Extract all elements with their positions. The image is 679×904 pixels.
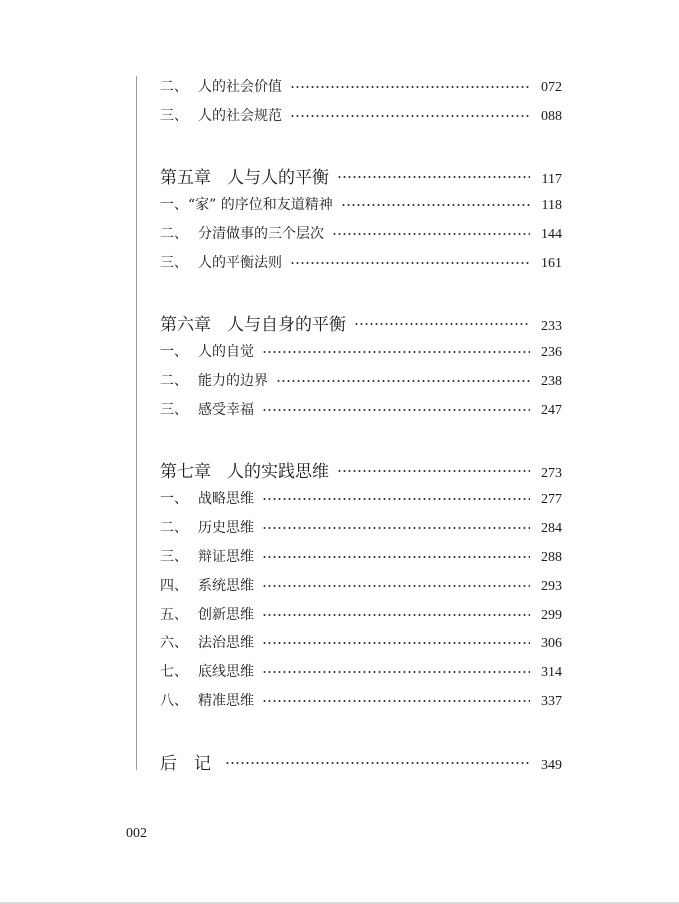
toc-entry[interactable] <box>160 604 562 624</box>
dot-leader <box>262 585 530 587</box>
toc-entry-number: 三、 <box>160 549 188 565</box>
toc-entry[interactable] <box>160 517 562 537</box>
toc-entry-number: 四、 <box>160 578 188 594</box>
toc-chapter-number: 第五章 <box>160 168 211 188</box>
toc-entry-page: 314 <box>541 665 562 680</box>
toc-entry-page: 233 <box>541 319 562 334</box>
toc-entry-title: 人的社会价值 <box>198 79 282 95</box>
toc-entry[interactable] <box>160 632 562 652</box>
toc-chapter-entry[interactable] <box>160 749 562 774</box>
toc-entry-title: “家” 的序位和友道精神 <box>188 197 333 213</box>
toc-entry-number: 二、 <box>160 520 188 536</box>
toc-chapter-entry[interactable] <box>160 310 562 335</box>
toc-entry-page: 277 <box>541 492 562 507</box>
toc-entry-title: 人的平衡法则 <box>198 255 282 271</box>
toc-entry-number: 八、 <box>160 693 188 709</box>
toc-entry-page: 238 <box>541 374 562 389</box>
toc-entry-page: 117 <box>541 172 562 187</box>
toc-entry[interactable] <box>160 546 562 566</box>
dot-leader <box>262 700 530 702</box>
toc-entry[interactable] <box>160 370 562 390</box>
toc-entry[interactable] <box>160 488 562 508</box>
toc-entry[interactable] <box>160 223 562 243</box>
toc-chapter-title: 后 记 <box>160 754 211 774</box>
toc-chapter-number: 第七章 <box>160 462 211 482</box>
dot-leader <box>290 86 530 88</box>
toc-entry-title: 辩证思维 <box>198 549 254 565</box>
toc-entry-page: 088 <box>541 109 562 124</box>
dot-leader <box>262 614 530 616</box>
toc-entry-title: 法治思维 <box>198 635 254 651</box>
toc-entry-number: 三、 <box>160 108 188 124</box>
toc-chapter-title: 人的实践思维 <box>227 462 329 482</box>
dot-leader <box>262 351 530 353</box>
toc-entry[interactable] <box>160 194 562 214</box>
toc-chapter-entry[interactable] <box>160 163 562 188</box>
toc-entry[interactable] <box>160 399 562 419</box>
toc-entry-number: 三、 <box>160 255 188 271</box>
toc-entry-number: 一、 <box>160 197 188 213</box>
dot-leader <box>290 115 530 117</box>
dot-leader <box>262 409 530 411</box>
toc-entry[interactable] <box>160 252 562 272</box>
dot-leader <box>290 262 530 264</box>
toc-entry-title: 感受幸福 <box>198 402 254 418</box>
toc-entry-title: 人的自觉 <box>198 344 254 360</box>
toc-entry-page: 247 <box>541 403 562 418</box>
toc-entry-number: 五、 <box>160 607 188 623</box>
toc-entry-page: 349 <box>541 758 562 773</box>
toc-entry-title: 创新思维 <box>198 607 254 623</box>
toc-entry-title: 人的社会规范 <box>198 108 282 124</box>
toc-entry-number: 一、 <box>160 344 188 360</box>
toc-entry-number: 七、 <box>160 664 188 680</box>
toc-entry-page: 144 <box>541 227 562 242</box>
dot-leader <box>337 176 530 178</box>
toc-entry-page: 288 <box>541 550 562 565</box>
toc-chapter-number: 第六章 <box>160 315 211 335</box>
toc-entry-title: 历史思维 <box>198 520 254 536</box>
dot-leader <box>332 233 530 235</box>
toc-entry-page: 337 <box>541 694 562 709</box>
toc-entry-title: 底线思维 <box>198 664 254 680</box>
toc-entry-page: 118 <box>541 198 562 213</box>
toc-entry-title: 系统思维 <box>198 578 254 594</box>
dot-leader <box>225 762 530 764</box>
toc-entry-page: 284 <box>541 521 562 536</box>
toc-entry-number: 二、 <box>160 226 188 242</box>
toc-entry-number: 一、 <box>160 491 188 507</box>
toc-entry[interactable] <box>160 76 562 96</box>
dot-leader <box>262 498 530 500</box>
toc-entry-page: 072 <box>541 80 562 95</box>
toc-entry-page: 161 <box>541 256 562 271</box>
toc-entry[interactable] <box>160 575 562 595</box>
dot-leader <box>337 470 530 472</box>
margin-rule <box>136 76 137 770</box>
toc-entry-page: 273 <box>541 466 562 481</box>
dot-leader <box>262 527 530 529</box>
toc-entry-number: 三、 <box>160 402 188 418</box>
toc-entry-number: 二、 <box>160 373 188 389</box>
dot-leader <box>341 204 530 206</box>
toc-entry-page: 293 <box>541 579 562 594</box>
dot-leader <box>276 380 530 382</box>
toc-chapter-title: 人与人的平衡 <box>227 168 329 188</box>
dot-leader <box>262 671 530 673</box>
dot-leader <box>262 556 530 558</box>
toc-entry[interactable] <box>160 690 562 710</box>
toc-entry-page: 306 <box>541 636 562 651</box>
toc-entry[interactable] <box>160 105 562 125</box>
toc-entry[interactable] <box>160 341 562 361</box>
toc-entry-number: 二、 <box>160 79 188 95</box>
toc-chapter-title: 人与自身的平衡 <box>227 315 346 335</box>
toc-entry[interactable] <box>160 661 562 681</box>
toc-entry-title: 精准思维 <box>198 693 254 709</box>
toc-entry-page: 299 <box>541 608 562 623</box>
toc-entry-title: 分清做事的三个层次 <box>198 226 324 242</box>
dot-leader <box>262 642 530 644</box>
toc-entry-page: 236 <box>541 345 562 360</box>
toc-entry-title: 战略思维 <box>198 491 254 507</box>
toc-entry-title: 能力的边界 <box>198 373 268 389</box>
page-number: 002 <box>126 826 147 841</box>
toc-chapter-entry[interactable] <box>160 457 562 482</box>
toc-entry-number: 六、 <box>160 635 188 651</box>
dot-leader <box>354 323 530 325</box>
